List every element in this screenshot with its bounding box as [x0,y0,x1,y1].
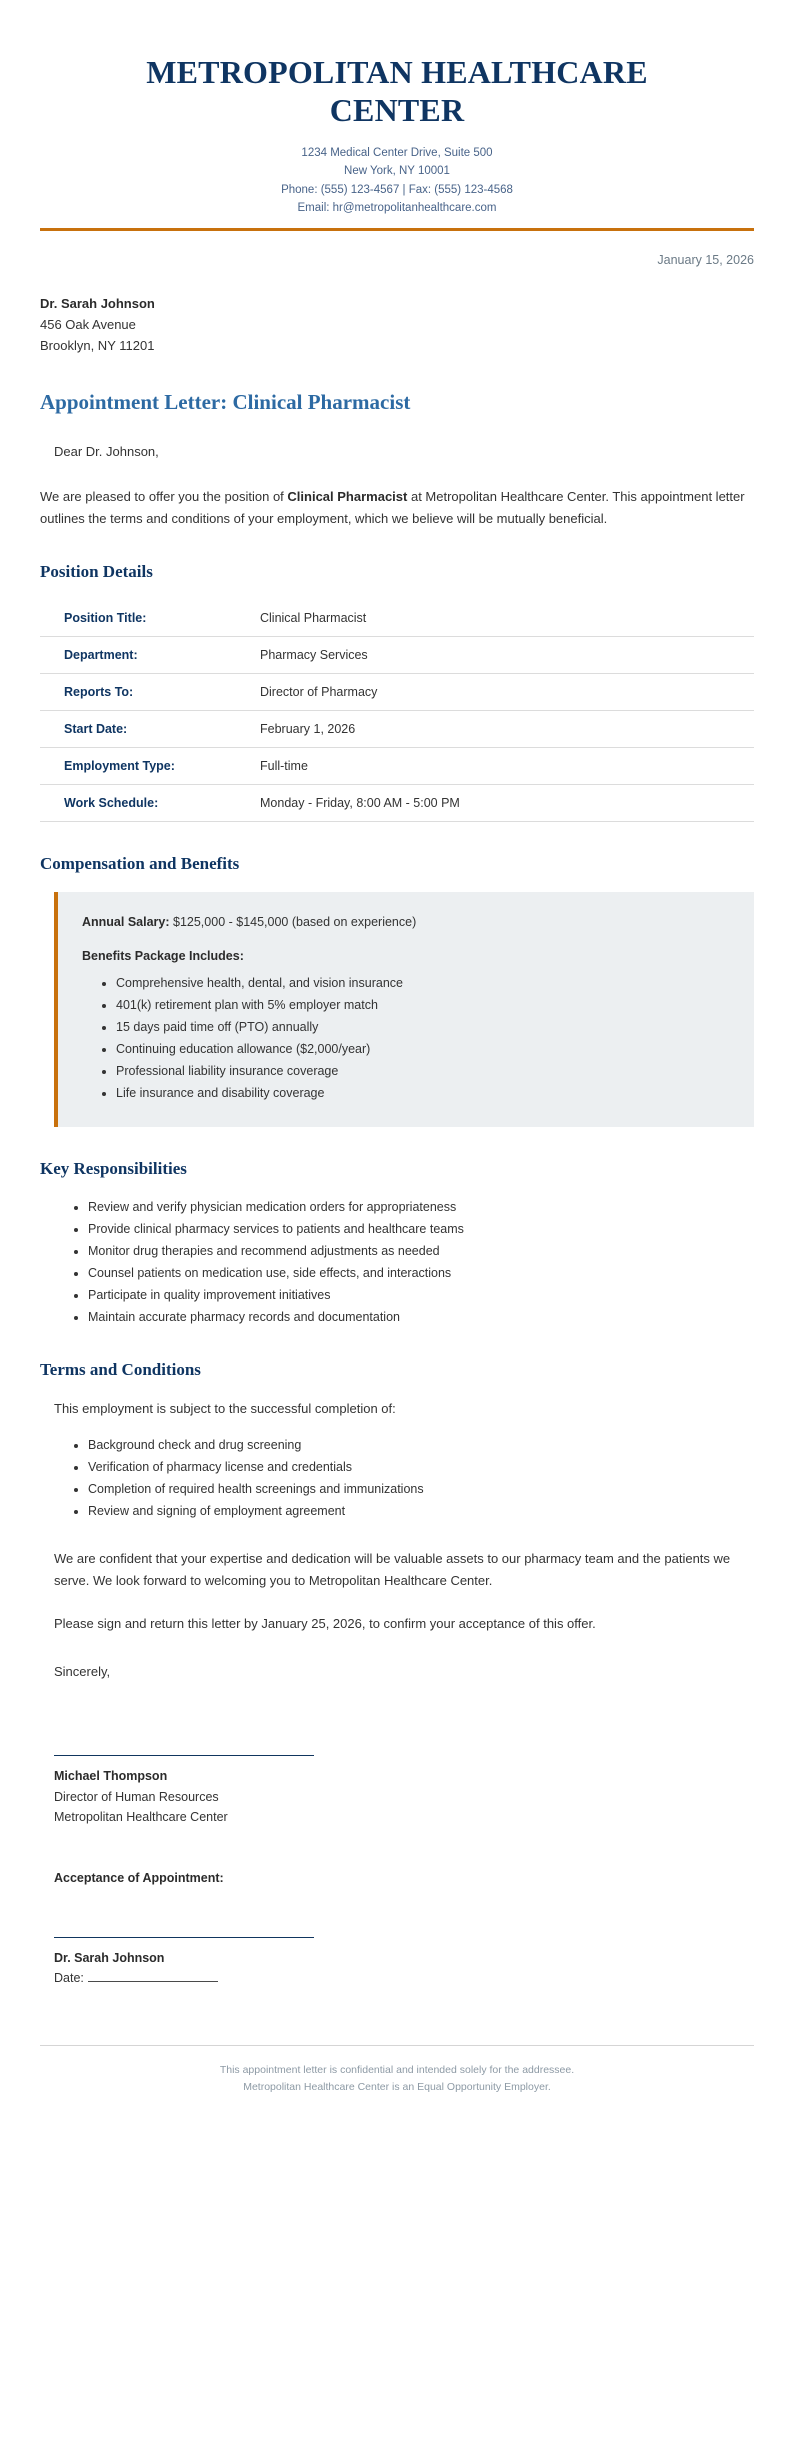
list-item: • Counsel patients on medication use, side effects, and interactions [88,1263,754,1284]
benefits-package-label: Benefits Package Includes: [82,949,244,964]
document-footer [40,2045,754,2098]
recipient-name: Dr. Sarah Johnson [40,296,155,311]
sender-title: Director of Human Resources [54,1789,219,1804]
section-heading-responsibilities: Key Responsibilities [40,1159,187,1179]
organization-contact-block [40,144,754,219]
list-item: • Provide clinical pharmacy services to patients and healthcare teams [88,1219,754,1240]
closing-paragraph-2: Please sign and return this letter by January 25, 2026, to confirm your acceptance of this offer. [54,1615,596,1631]
organization-name: METROPOLITAN HEALTHCARE CENTER [146,54,648,128]
intro-text-after: at Metropolitan Healthcare Center. This appointment letter outlines the terms and conditions of your employment, which we believe will be mutually beneficial. [40,488,745,526]
detail-value: February 1, 2026 [252,711,754,748]
detail-value: Monday - Friday, 8:00 AM - 5:00 PM [252,785,754,822]
letterhead [40,40,754,231]
table-row [40,711,754,748]
sincerely-line: Sincerely, [54,1663,111,1679]
acceptance-signature-block [40,1948,754,1989]
list-item: • 401(k) retirement plan with 5% employer match [116,995,730,1016]
letter-date: January 15, 2026 [657,253,754,267]
signature-space [40,1703,754,1755]
list-item: • Review and signing of employment agreement [88,1501,754,1522]
list-item: • Life insurance and disability coverage [116,1083,730,1104]
table-row [40,637,754,674]
section-heading-position-details: Position Details [40,562,153,582]
detail-value: Director of Pharmacy [252,674,754,711]
phone-fax-line: Phone: (555) 123-4567 | Fax: (555) 123-4568 [281,183,513,196]
acceptance-name: Dr. Sarah Johnson [54,1951,165,1966]
signature-line-recipient[interactable] [54,1937,314,1938]
responsibilities-list [40,1197,754,1328]
detail-label: Reports To: [40,674,252,711]
position-details-table [40,600,754,822]
letter-subject-title: Appointment Letter: Clinical Pharmacist [40,390,411,415]
table-row [40,674,754,711]
benefits-list [82,973,730,1104]
acceptance-date-label: Date: [54,1971,84,1986]
footer-eoe-line: Metropolitan Healthcare Center is an Equal Opportunity Employer. [243,2081,551,2094]
list-item: • Background check and drug screening [88,1435,754,1456]
list-item: • Monitor drug therapies and recommend adjustments as needed [88,1241,754,1262]
footer-confidentiality-line: This appointment letter is confidential and intended solely for the addressee. [219,2063,575,2076]
sender-name: Michael Thompson [54,1769,168,1784]
detail-value: Clinical Pharmacist [252,600,754,637]
acceptance-heading: Acceptance of Appointment: [54,1871,224,1886]
list-item: • Continuing education allowance ($2,000/year) [116,1039,730,1060]
list-item: • Completion of required health screenings and immunizations [88,1479,754,1500]
terms-intro-paragraph: This employment is subject to the successful completion of: [54,1401,396,1417]
acceptance-signature-space [40,1885,754,1937]
recipient-street: 456 Oak Avenue [40,317,136,333]
detail-label: Position Title: [40,600,252,637]
list-item: • Comprehensive health, dental, and vision insurance [116,973,730,994]
sender-signature-block [40,1766,754,1827]
detail-value: Full-time [252,748,754,785]
salutation: Dear Dr. Johnson, [54,444,159,460]
table-row [40,600,754,637]
sender-organization: Metropolitan Healthcare Center [54,1809,228,1824]
recipient-address-block [40,293,754,356]
intro-paragraph [40,486,754,531]
intro-position-bold: Clinical Pharmacist [287,488,408,504]
annual-salary-line [82,912,730,933]
list-item: • Verification of pharmacy license and credentials [88,1457,754,1478]
intro-text-before: We are pleased to offer you the position of [40,488,288,504]
acceptance-date-row [54,1968,754,1988]
address-line-2: New York, NY 10001 [344,165,450,178]
table-row [40,748,754,785]
signature-line-sender [54,1755,314,1756]
address-line-1: 1234 Medical Center Drive, Suite 500 [301,146,493,159]
section-heading-terms: Terms and Conditions [40,1360,201,1380]
annual-salary-label: Annual Salary: [82,915,170,930]
section-heading-compensation: Compensation and Benefits [40,854,240,874]
annual-salary-value: $125,000 - $145,000 (based on experience) [169,915,417,930]
table-row [40,785,754,822]
closing-paragraph-1: We are confident that your expertise and dedication will be valuable assets to our pharmacy team and the patients we serve. We look forward to welcoming you to Metropolitan Healthcare Center. [54,1550,731,1589]
detail-label: Start Date: [40,711,252,748]
acceptance-date-blank[interactable] [88,1969,218,1982]
detail-label: Work Schedule: [40,785,252,822]
list-item: • Review and verify physician medication orders for appropriateness [88,1197,754,1218]
list-item: • Participate in quality improvement initiatives [88,1285,754,1306]
list-item: • Maintain accurate pharmacy records and documentation [88,1307,754,1328]
detail-label: Department: [40,637,252,674]
email-line: Email: hr@metropolitanhealthcare.com [297,202,497,215]
detail-label: Employment Type: [40,748,252,785]
detail-value: Pharmacy Services [252,637,754,674]
compensation-highlight-box [54,892,754,1127]
terms-list [40,1435,754,1522]
list-item: • Professional liability insurance coverage [116,1061,730,1082]
list-item: • 15 days paid time off (PTO) annually [116,1017,730,1038]
recipient-city-state-zip: Brooklyn, NY 11201 [40,338,155,354]
